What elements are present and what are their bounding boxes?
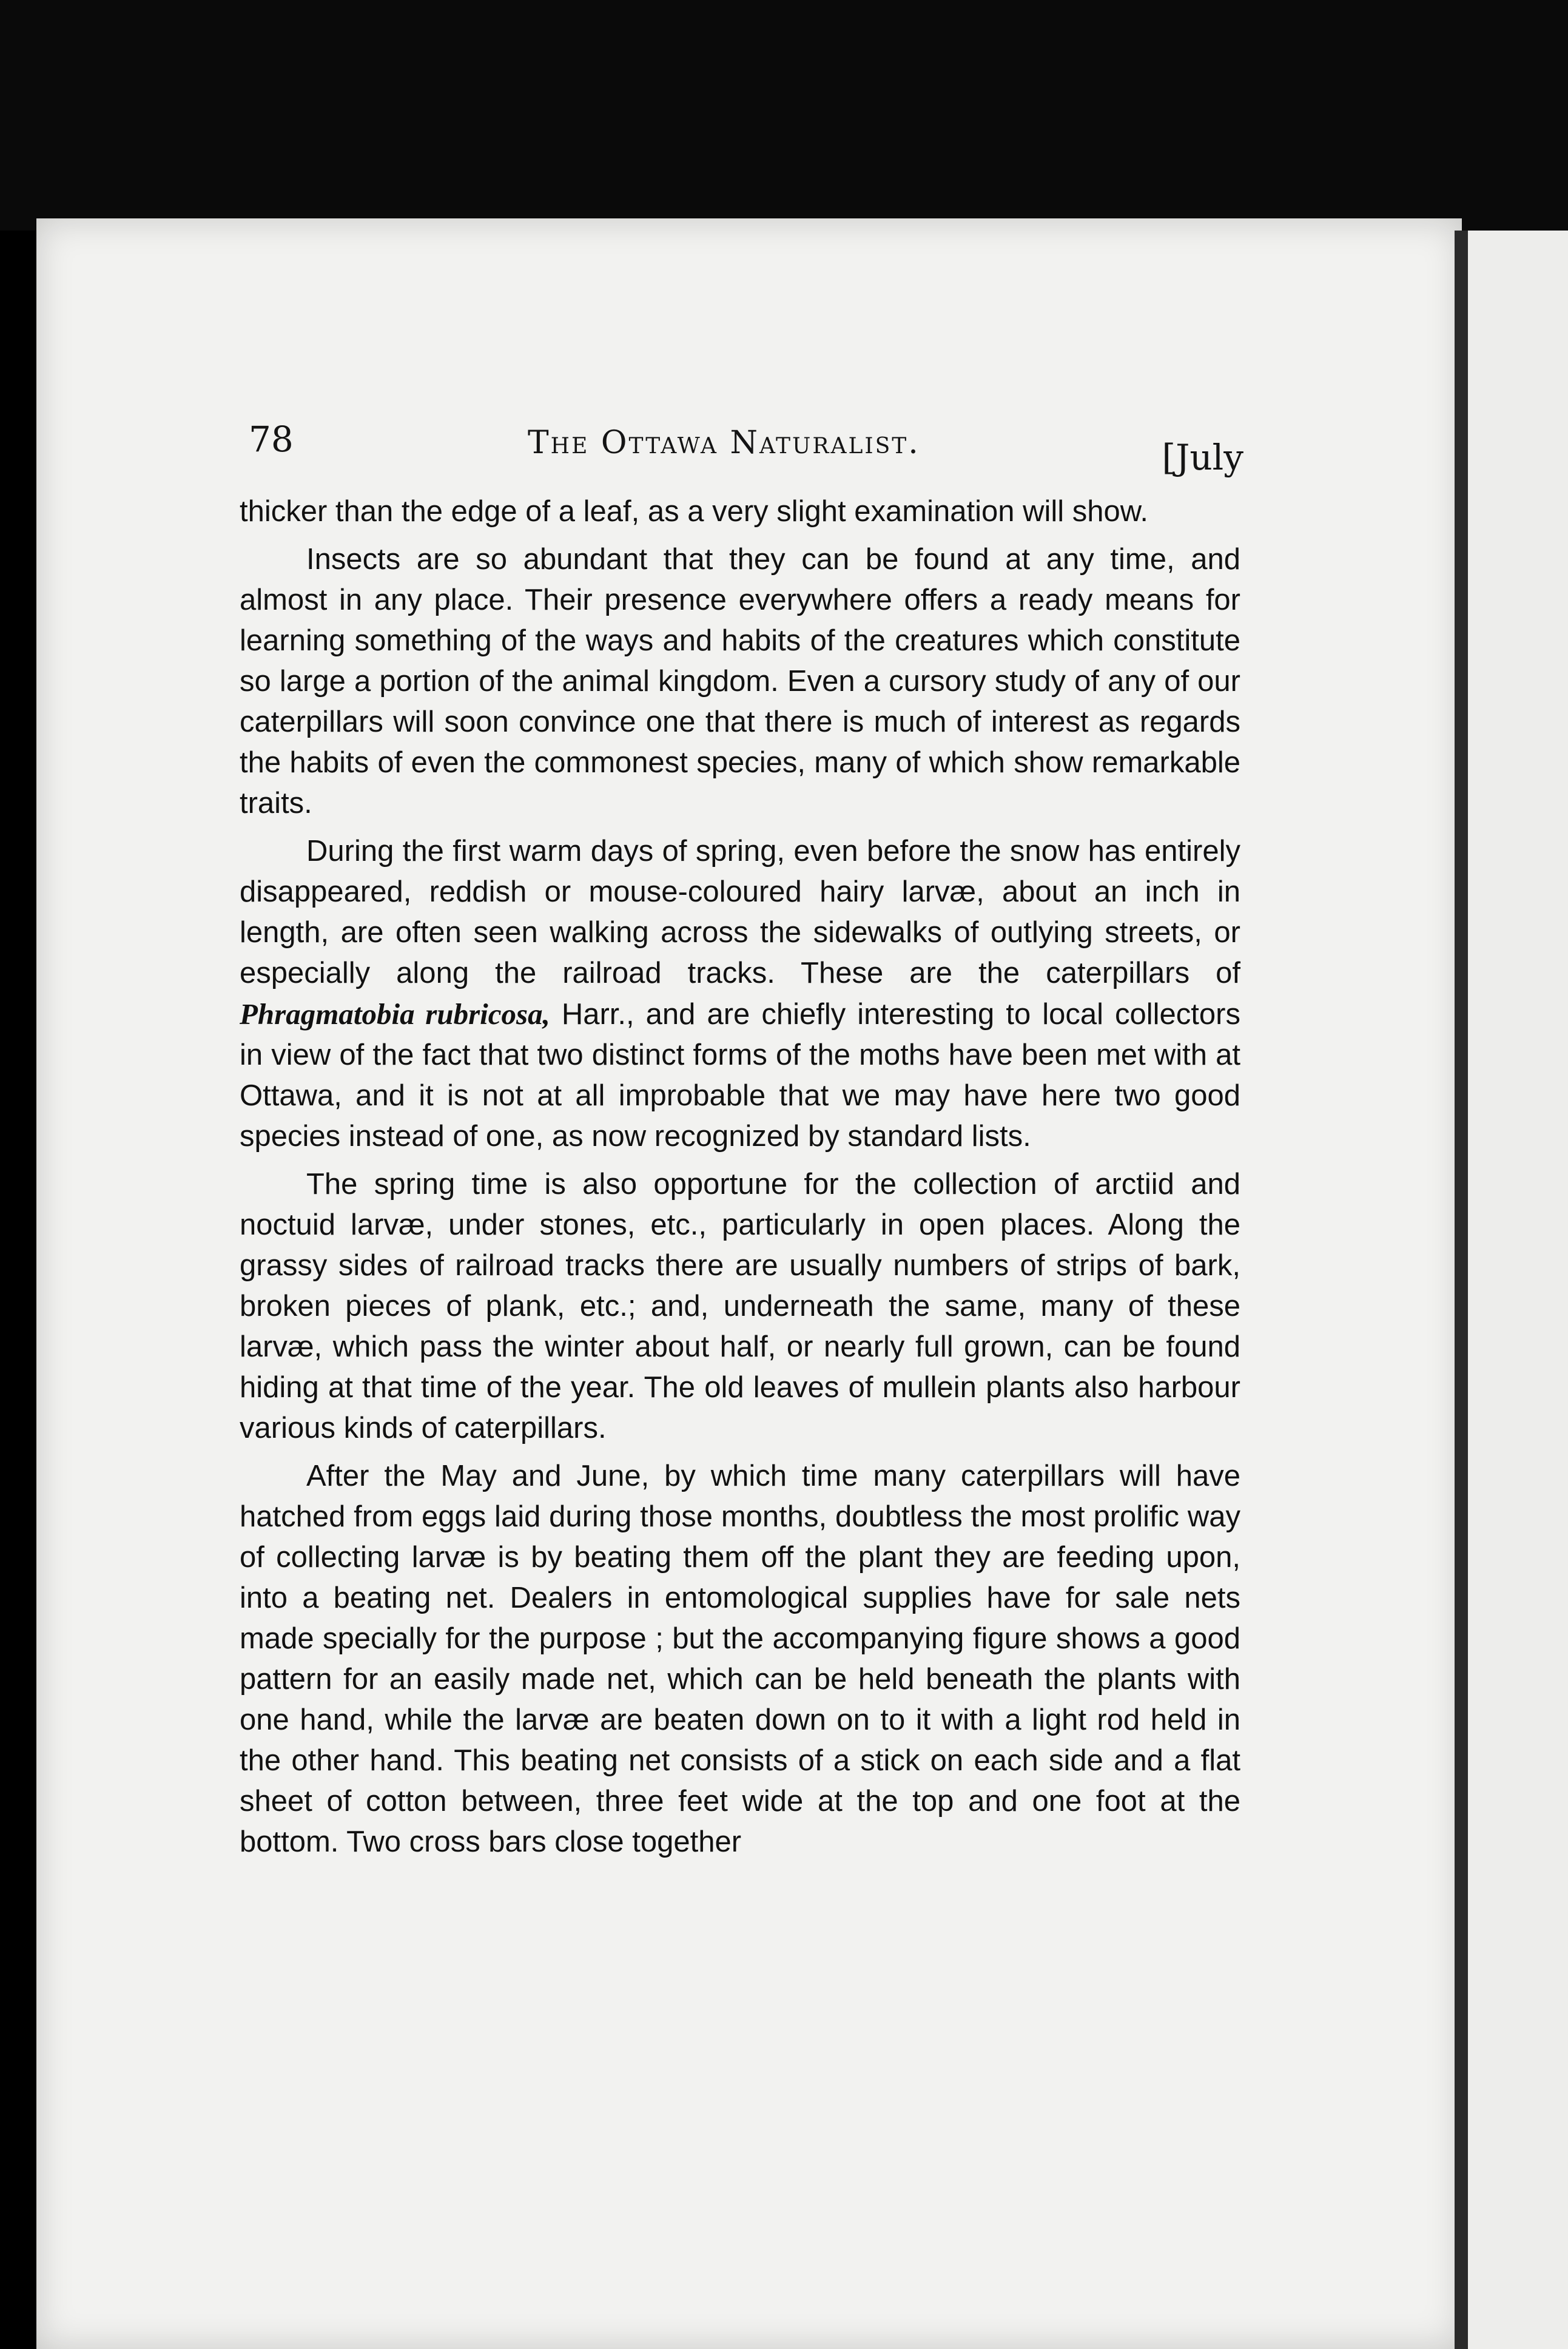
paragraph-spring-collection: The spring time is also opportune for the collection of arctiid and noctuid larvæ, under stones, etc., particularly in open places. Along the grassy sides of railroad tracks there are usually numbers of strips of bark, broken pieces of plank, etc.; and, underneath the same, many of these larvæ, which pass the winter about half, or nearly full grown, can be found hiding at that time of the year. The old leaves of mullein plants also harbour various kinds of caterpillars.: [240, 1168, 1240, 1444]
article-body: [240, 491, 1240, 1870]
paragraph-text-before-species: During the first warm days of spring, even before the snow has entirely disappeared, reddish or mouse-coloured hairy larvæ, about an inch in length, are often seen walking across the sidewalks of outlying streets, or especially along the railroad tracks. These are the caterpillars of: [240, 835, 1240, 989]
paragraph-text-after-species: Harr., and are chiefly interesting to local collectors in view of the fact that two distinct forms of the moths have been met with at Ottawa, and it is not at all improbable that we may have here two good species instead of one, as now recognized by standard lists.: [240, 998, 1240, 1153]
paragraph-continuation: thicker than the edge of a leaf, as a very slight examination will show.: [240, 495, 1149, 528]
scan-background: [0, 0, 1568, 231]
paragraph-insects-abundant: Insects are so abundant that they can be found at any time, and almost in any place. Their presence everywhere offers a ready means for learning something of the ways and habits of the creatures which constitute so large a portion of the animal kingdom. Even a cursory study of any of our caterpillars will soon convince one that there is much of interest as regards the habits of even the commonest species, many of which show remarkable traits.: [240, 543, 1240, 820]
paragraph-beating-net: After the May and June, by which time many caterpillars will have hatched from eggs laid during those months, doubtless the most prolific way of collecting larvæ is by beating them off the plant they are feeding upon, into a beating net. Dealers in entomological supplies have for sale nets made specially for the purpose ; but the accompanying figure shows a good pattern for an easily made net, which can be held beneath the plants with one hand, while the larvæ are beaten down on to it with a light rod held in the other hand. This beating net consists of a stick on each side and a flat sheet of cotton between, three feet wide at the top and one foot at the bottom. Two cross bars close together: [240, 1460, 1240, 1858]
next-page-strip: [1468, 231, 1568, 2349]
page-header: [249, 413, 1243, 485]
page-number: 78: [249, 419, 294, 460]
species-name: Phragmatobia rubricosa,: [240, 997, 550, 1031]
issue-month: [July: [1162, 437, 1243, 478]
page-edge-shadow: [1455, 231, 1468, 2349]
running-title: The Ottawa Naturalist.: [528, 425, 920, 461]
paragraph-spring-caterpillars: [240, 831, 1240, 1157]
